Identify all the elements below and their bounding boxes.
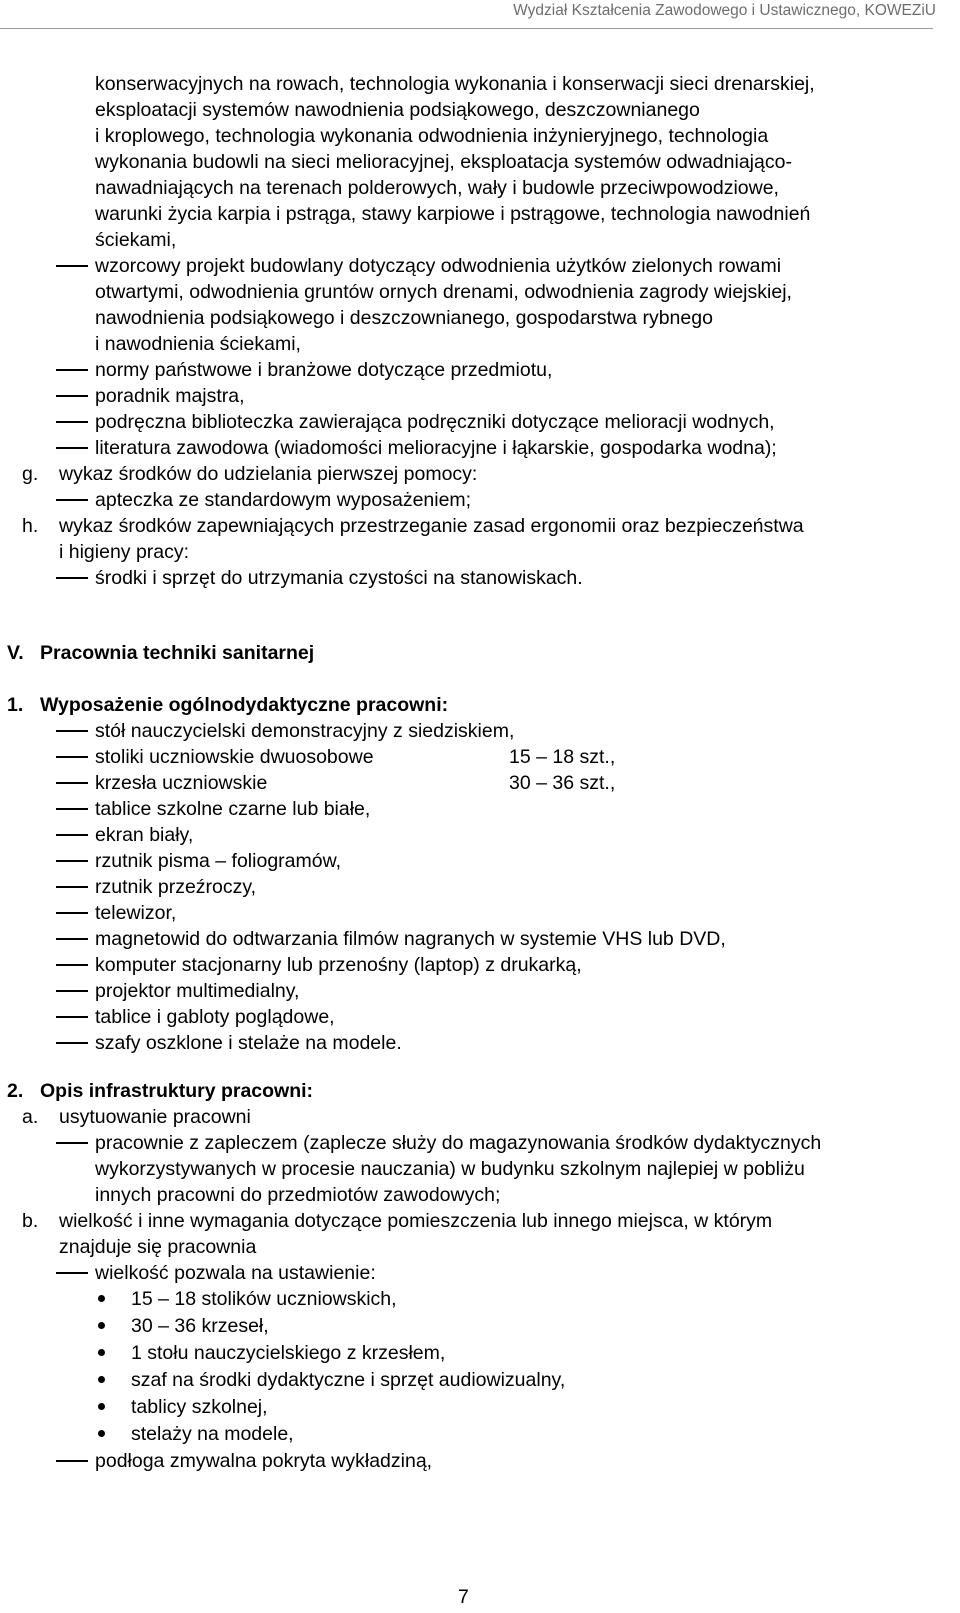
dash-marker — [56, 577, 88, 579]
bullet-item: 30 – 36 krzeseł, — [131, 1315, 269, 1337]
bullet-item: szaf na środki dydaktyczne i sprzęt audiowizualny, — [131, 1369, 566, 1391]
bullet-dot — [98, 1430, 105, 1437]
subsection-marker-2: 2. — [7, 1080, 24, 1102]
list-item: telewizor, — [95, 902, 177, 924]
dash-marker — [56, 860, 88, 862]
text-line: literatura zawodowa (wiadomości melioracyjne i łąkarskie, gospodarka wodna); — [95, 437, 777, 459]
text-line: apteczka ze standardowym wyposażeniem; — [95, 489, 472, 511]
bullet-dot — [98, 1349, 105, 1356]
text-line: normy państwowe i branżowe dotyczące przedmiotu, — [95, 359, 553, 381]
text-line: i nawodnienia ściekami, — [95, 333, 301, 355]
dash-marker — [56, 782, 88, 784]
text-line: nawadniających na terenach polderowych, wały i budowle przeciwpowodziowe, — [95, 177, 779, 199]
text-line: pracownie z zapleczem (zaplecze służy do magazynowania środków dydaktycznych — [95, 1132, 822, 1154]
text-line: wielkość pozwala na ustawienie: — [95, 1262, 376, 1284]
bullet-dot — [98, 1295, 105, 1302]
list-item: stoliki uczniowskie dwuosobowe — [95, 746, 374, 768]
text-line: wykonania budowli na sieci melioracyjnej, eksploatacja systemów odwadniająco- — [95, 151, 792, 173]
dash-marker — [56, 499, 88, 501]
page-number: 7 — [458, 1586, 469, 1608]
bullet-dot — [98, 1376, 105, 1383]
text-line: podręczna biblioteczka zawierająca podręczniki dotyczące melioracji wodnych, — [95, 411, 775, 433]
text-line: ściekami, — [95, 229, 177, 251]
list-marker-b: b. — [22, 1210, 39, 1232]
text-line: eksploatacji systemów nawodnienia podsiąkowego, deszczownianego — [95, 99, 700, 121]
list-item: magnetowid do odtwarzania filmów nagranych w systemie VHS lub DVD, — [95, 928, 726, 950]
dash-marker — [56, 395, 88, 397]
bullet-dot — [98, 1403, 105, 1410]
list-item: stół nauczycielski demonstracyjny z siedziskiem, — [95, 720, 515, 742]
text-line: nawodnienia podsiąkowego i deszczownianego, gospodarstwa rybnego — [95, 307, 713, 329]
dash-marker — [56, 964, 88, 966]
dash-marker — [56, 756, 88, 758]
header-rule — [0, 28, 933, 29]
dash-marker — [56, 730, 88, 732]
page-header: Wydział Kształcenia Zawodowego i Ustawicznego, KOWEZiU — [513, 2, 936, 19]
section-title: Pracownia techniki sanitarnej — [40, 642, 315, 664]
list-item: komputer stacjonarny lub przenośny (laptop) z drukarką, — [95, 954, 582, 976]
dash-marker — [56, 990, 88, 992]
dash-marker — [56, 369, 88, 371]
list-item: tablice i gabloty poglądowe, — [95, 1006, 335, 1028]
text-line: i higieny pracy: — [59, 541, 190, 563]
dash-marker — [56, 1460, 88, 1462]
dash-marker — [56, 265, 88, 267]
text-line: wykorzystywanych w procesie nauczania) w budynku szkolnym najlepiej w pobliżu — [95, 1158, 805, 1180]
bullet-dot — [98, 1322, 105, 1329]
dash-marker — [56, 421, 88, 423]
dash-marker — [56, 1272, 88, 1274]
dash-marker — [56, 808, 88, 810]
text-line: podłoga zmywalna pokryta wykładziną, — [95, 1450, 433, 1472]
dash-marker — [56, 834, 88, 836]
dash-marker — [56, 1042, 88, 1044]
subsection-title-1: Wyposażenie ogólnodydaktyczne pracowni: — [40, 694, 449, 716]
list-item: rzutnik przeźroczy, — [95, 876, 257, 898]
text-line: usytuowanie pracowni — [59, 1106, 251, 1128]
bullet-item: stelaży na modele, — [131, 1423, 294, 1445]
list-item: ekran biały, — [95, 824, 194, 846]
text-line: otwartymi, odwodnienia gruntów ornych drenami, odwodnienia zagrody wiejskiej, — [95, 281, 792, 303]
list-marker-h: h. — [22, 515, 39, 537]
dash-marker — [56, 447, 88, 449]
quantity-krzesla: 30 – 36 szt., — [509, 772, 616, 794]
bullet-item: 15 – 18 stolików uczniowskich, — [131, 1288, 397, 1310]
text-line: środki i sprzęt do utrzymania czystości na stanowiskach. — [95, 567, 583, 589]
text-line: wielkość i inne wymagania dotyczące pomieszczenia lub innego miejsca, w którym — [59, 1210, 773, 1232]
dash-marker — [56, 886, 88, 888]
text-line: wzorcowy projekt budowlany dotyczący odwodnienia użytków zielonych rowami — [95, 255, 782, 277]
dash-marker — [56, 912, 88, 914]
list-item: krzesła uczniowskie — [95, 772, 268, 794]
list-item: rzutnik pisma – foliogramów, — [95, 850, 342, 872]
text-line: i kroplowego, technologia wykonania odwodnienia inżynieryjnego, technologia — [95, 125, 769, 147]
subsection-title-2: Opis infrastruktury pracowni: — [40, 1080, 314, 1102]
list-marker-a: a. — [22, 1106, 39, 1128]
subsection-marker-1: 1. — [7, 694, 24, 716]
text-line: wykaz środków zapewniających przestrzeganie zasad ergonomii oraz bezpieczeństwa — [59, 515, 804, 537]
quantity-stoliki: 15 – 18 szt., — [509, 746, 616, 768]
dash-marker — [56, 1142, 88, 1144]
section-marker: V. — [7, 642, 24, 664]
text-line: innych pracowni do przedmiotów zawodowych; — [95, 1184, 501, 1206]
text-line: poradnik majstra, — [95, 385, 245, 407]
list-marker-g: g. — [22, 463, 39, 485]
text-line: znajduje się pracownia — [59, 1236, 257, 1258]
text-line: warunki życia karpia i pstrąga, stawy karpiowe i pstrągowe, technologia nawodnień — [95, 203, 811, 225]
bullet-item: 1 stołu nauczycielskiego z krzesłem, — [131, 1342, 446, 1364]
list-item: projektor multimedialny, — [95, 980, 300, 1002]
bullet-item: tablicy szkolnej, — [131, 1396, 268, 1418]
text-line: konserwacyjnych na rowach, technologia wykonania i konserwacji sieci drenarskiej, — [95, 73, 815, 95]
list-item: szafy oszklone i stelaże na modele. — [95, 1032, 402, 1054]
text-line: wykaz środków do udzielania pierwszej pomocy: — [59, 463, 478, 485]
dash-marker — [56, 938, 88, 940]
list-item: tablice szkolne czarne lub białe, — [95, 798, 371, 820]
dash-marker — [56, 1016, 88, 1018]
